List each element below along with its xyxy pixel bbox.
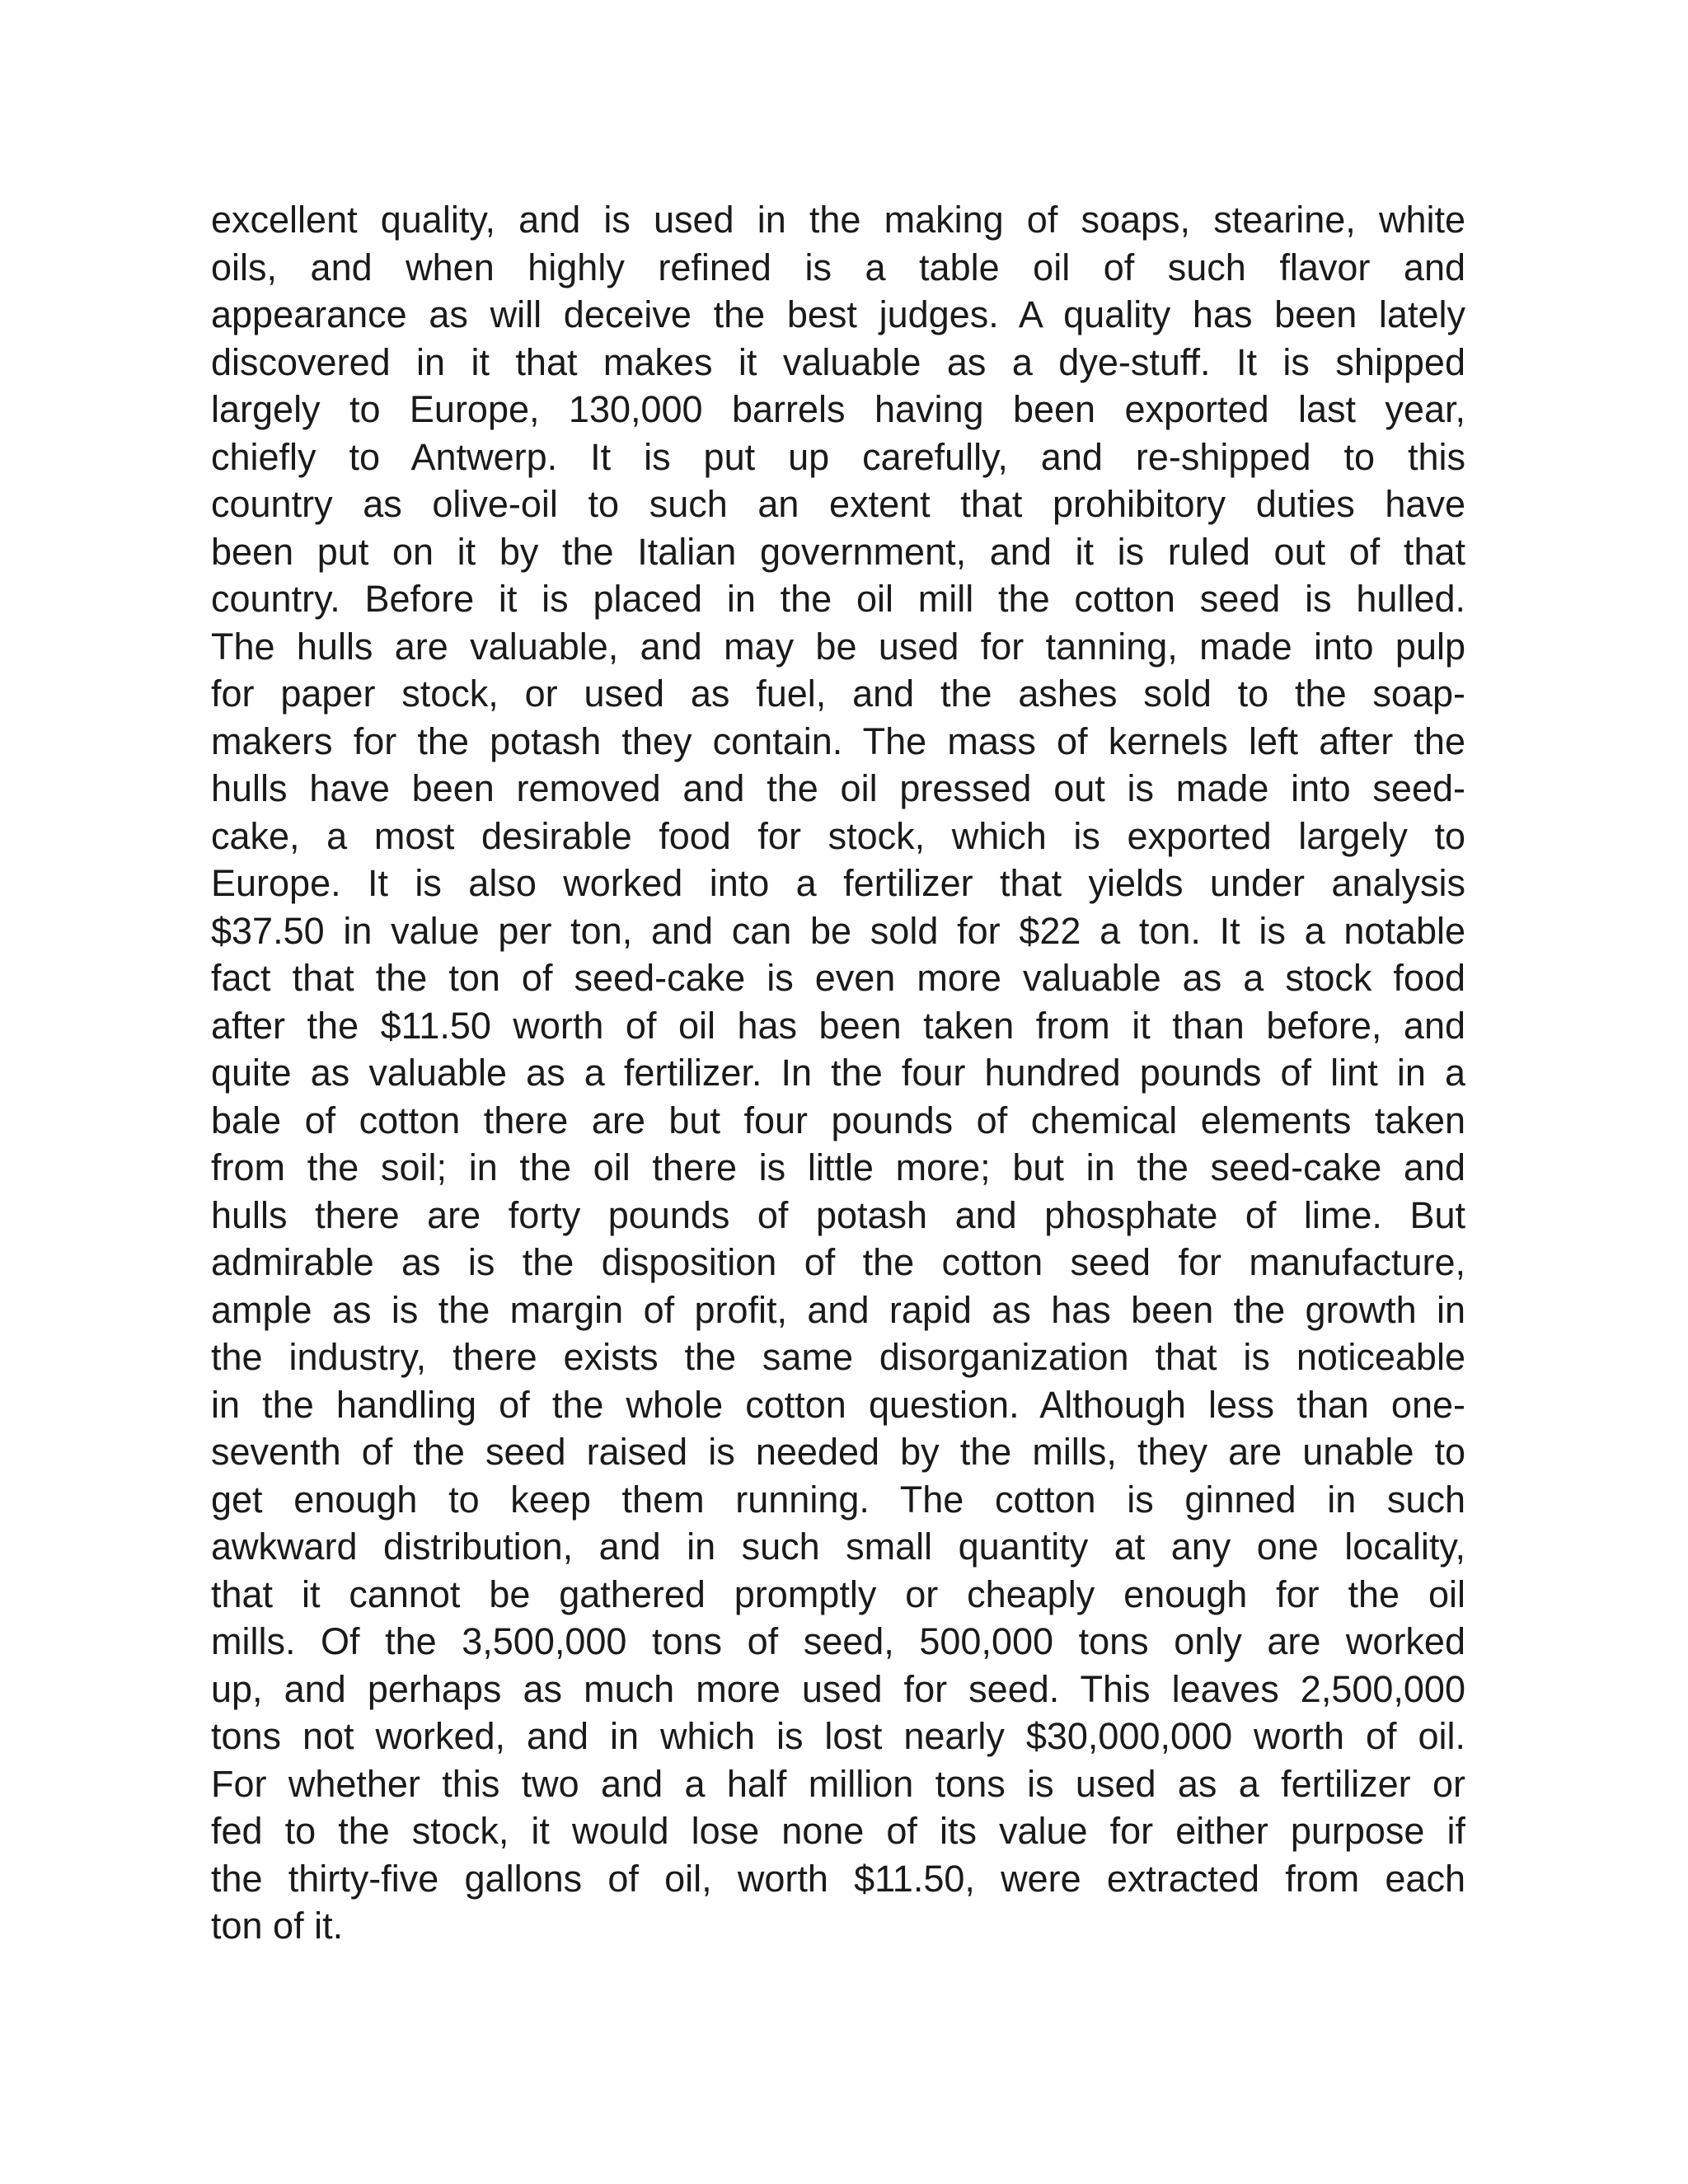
text-line: For whether this two and a half million tons is used as a fertilizer or [211,1762,1465,1805]
text-line: the thirty-five gallons of oil, worth $11.50, were extracted from each [211,1857,1465,1900]
text-line: for paper stock, or used as fuel, and the ashes sold to the soap- [211,673,1465,715]
text-line: tons not worked, and in which is lost nearly $30,000,000 worth of oil. [211,1715,1465,1757]
text-line: seventh of the seed raised is needed by the mills, they are unable to [211,1431,1465,1473]
text-line: the industry, there exists the same disorganization that is noticeable [211,1336,1465,1378]
text-line: oils, and when highly refined is a table oil of such flavor and [211,246,1465,288]
text-line: hulls have been removed and the oil pressed out is made into seed- [211,767,1465,809]
text-line: discovered in it that makes it valuable as a dye-stuff. It is shipped [211,340,1465,383]
text-line: country as olive-oil to such an extent that prohibitory duties have [211,483,1465,525]
text-line: hulls there are forty pounds of potash and phosphate of lime. But [211,1193,1465,1236]
text-line: get enough to keep them running. The cotton is ginned in such [211,1478,1465,1521]
text-line: chiefly to Antwerp. It is put up carefully, and re-shipped to this [211,435,1465,478]
text-line: quite as valuable as a fertilizer. In the four hundred pounds of lint in a [211,1052,1465,1094]
text-line: $37.50 in value per ton, and can be sold for $22 a ton. It is a notable [211,909,1465,952]
text-line: makers for the potash they contain. The mass of kernels left after the [211,719,1465,762]
text-line: up, and perhaps as much more used for seed. This leaves 2,500,000 [211,1667,1465,1710]
body-paragraph [211,196,1465,1950]
text-line: that it cannot be gathered promptly or cheaply enough for the oil [211,1572,1465,1615]
text-line: excellent quality, and is used in the making of soaps, stearine, white [211,199,1465,241]
text-line: been put on it by the Italian government, and it is ruled out of that [211,530,1465,573]
text-line: largely to Europe, 130,000 barrels having been exported last year, [211,388,1465,430]
text-line: after the $11.50 worth of oil has been taken from it than before, and [211,1004,1465,1047]
text-line: country. Before it is placed in the oil mill the cotton seed is hulled. [211,578,1465,620]
text-line: bale of cotton there are but four pounds of chemical elements taken [211,1099,1465,1141]
text-line: mills. Of the 3,500,000 tons of seed, 500,000 tons only are worked [211,1620,1465,1662]
text-line: appearance as will deceive the best judges. A quality has been lately [211,293,1465,335]
text-line: ton of it. [211,1905,344,1947]
text-line: in the handling of the whole cotton question. Although less than one- [211,1383,1465,1426]
text-line: fed to the stock, it would lose none of its value for either purpose if [211,1810,1465,1852]
text-line: The hulls are valuable, and may be used for tanning, made into pulp [211,625,1465,668]
text-line: cake, a most desirable food for stock, which is exported largely to [211,814,1465,857]
text-line: Europe. It is also worked into a fertilizer that yields under analysis [211,862,1465,904]
text-line: admirable as is the disposition of the cotton seed for manufacture, [211,1241,1465,1283]
text-line: from the soil; in the oil there is little more; but in the seed-cake and [211,1146,1465,1188]
text-line: ample as is the margin of profit, and rapid as has been the growth in [211,1288,1465,1331]
text-line: fact that the ton of seed-cake is even more valuable as a stock food [211,957,1465,999]
text-line: awkward distribution, and in such small quantity at any one locality, [211,1526,1465,1568]
